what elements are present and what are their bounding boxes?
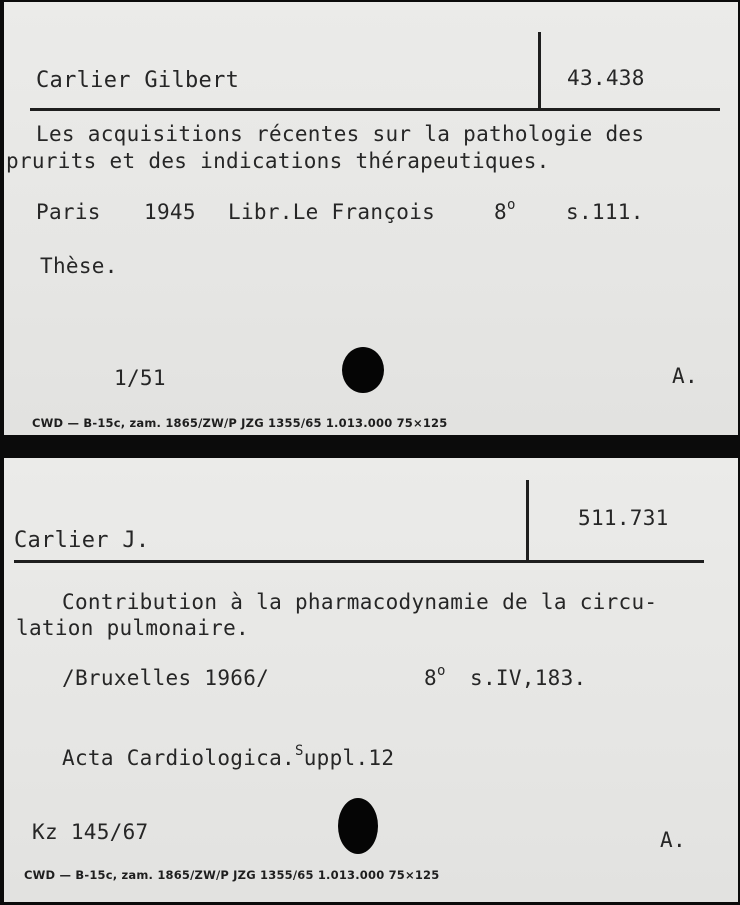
card-shelfmark: Kz 145/67	[32, 820, 149, 844]
catalog-card-2	[4, 458, 738, 902]
card-title-line2: lation pulmonaire.	[16, 616, 249, 640]
card-letter: A.	[672, 364, 698, 388]
card-footer-print: CWD — B-15c, zam. 1865/ZW/P JZG 1355/65 1.013.000 75×125	[32, 416, 448, 430]
punch-hole	[342, 347, 384, 393]
card-letter: A.	[660, 828, 686, 852]
card-divider-vertical	[538, 32, 541, 110]
card-title-line2: prurits et des indications thérapeutiques.	[6, 149, 550, 173]
card-author: Carlier Gilbert	[36, 68, 240, 93]
catalog-card-1	[4, 2, 738, 435]
card-divider-horizontal	[14, 560, 704, 563]
card-number: 43.438	[567, 66, 645, 90]
card-footer-print: CWD — B-15c, zam. 1865/ZW/P JZG 1355/65 1.013.000 75×125	[24, 868, 440, 882]
card-divider-horizontal	[30, 108, 720, 111]
card-number: 511.731	[578, 506, 669, 530]
card-series: Acta Cardiologica.$^S$uppl.12	[62, 743, 395, 770]
card-author: Carlier J.	[14, 528, 150, 553]
card-title-line1: Contribution à la pharmacodynamie de la circu-	[62, 590, 658, 614]
card-title-line1: Les acquisitions récentes sur la pathologie des	[36, 122, 645, 146]
card-place: Paris	[36, 200, 101, 224]
card-divider-vertical	[526, 480, 529, 560]
card-format: 8$^o$	[424, 663, 446, 690]
punch-hole	[338, 798, 378, 854]
card-year: 1945	[144, 200, 196, 224]
card-publisher: Libr.Le François	[228, 200, 436, 224]
card-imprint: /Bruxelles 1966/	[62, 666, 270, 690]
card-pages: s.IV,183.	[470, 666, 587, 690]
card-shelfmark: 1/51	[114, 366, 166, 390]
card-pages: s.111.	[566, 200, 644, 224]
card-format: 8$^o$	[494, 197, 516, 224]
card-note: Thèse.	[40, 254, 118, 278]
